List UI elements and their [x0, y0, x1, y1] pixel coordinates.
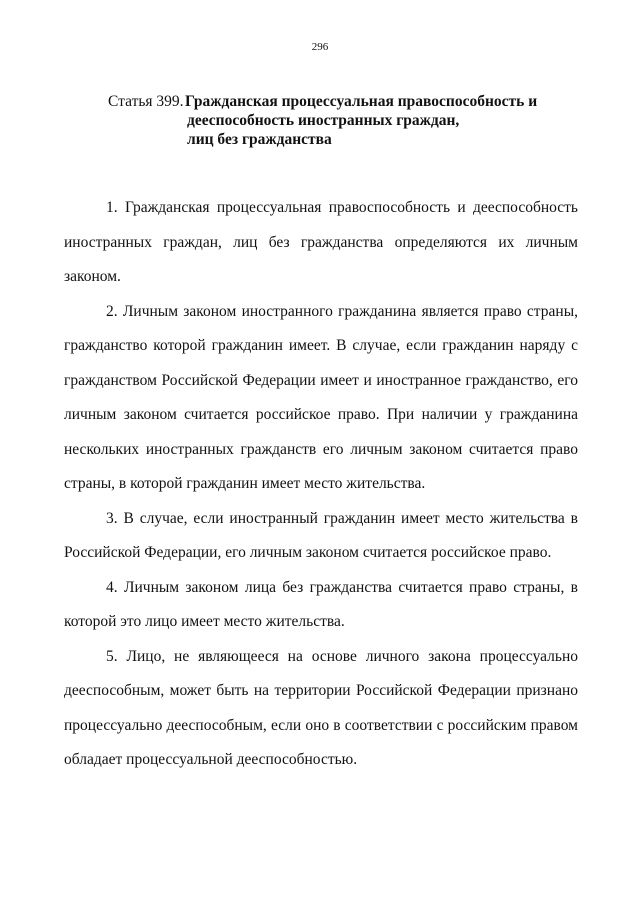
- page-number: 296: [311, 41, 329, 53]
- paragraph-5: 5. Лицо, не являющееся на основе личного закона процессуально дееспособным, может быть на территории Российской Федерации признано процессуально дееспособным, если оно в соответствии с российским правом обладает процессуальной дееспособностью.: [64, 647, 578, 768]
- paragraph-3: 3. В случае, если иностранный гражданин имеет место жительства в Российской Федерации, его личным законом считается российское право.: [64, 509, 578, 561]
- article-number: Статья 399.: [108, 93, 184, 110]
- article-title-line: дееспособность иностранных граждан,: [187, 112, 460, 129]
- paragraph-2: 2. Личным законом иностранного гражданина является право страны, гражданство которой гражданин имеет. В случае, если гражданин наряду с гражданством Российской Федерации имеет и иностранное гражданство, его личным законом считается российское право. При наличии у гражданина нескольких иностранных гражданств его личным законом считается право страны, в которой гражданин имеет место жительства.: [64, 302, 578, 492]
- article-title-line: Гражданская процессуальная правоспособность и: [185, 93, 538, 110]
- article-heading: [108, 92, 578, 149]
- article-title-line: лиц без гражданства: [187, 131, 332, 148]
- article-body: [64, 191, 578, 778]
- article-title: [185, 92, 578, 149]
- paragraph-1: 1. Гражданская процессуальная правоспособность и дееспособность иностранных граждан, лиц без гражданства определяются их личным законом.: [64, 199, 578, 285]
- paragraph-4: 4. Личным законом лица без гражданства считается право страны, в которой это лицо имеет место жительства.: [64, 578, 578, 630]
